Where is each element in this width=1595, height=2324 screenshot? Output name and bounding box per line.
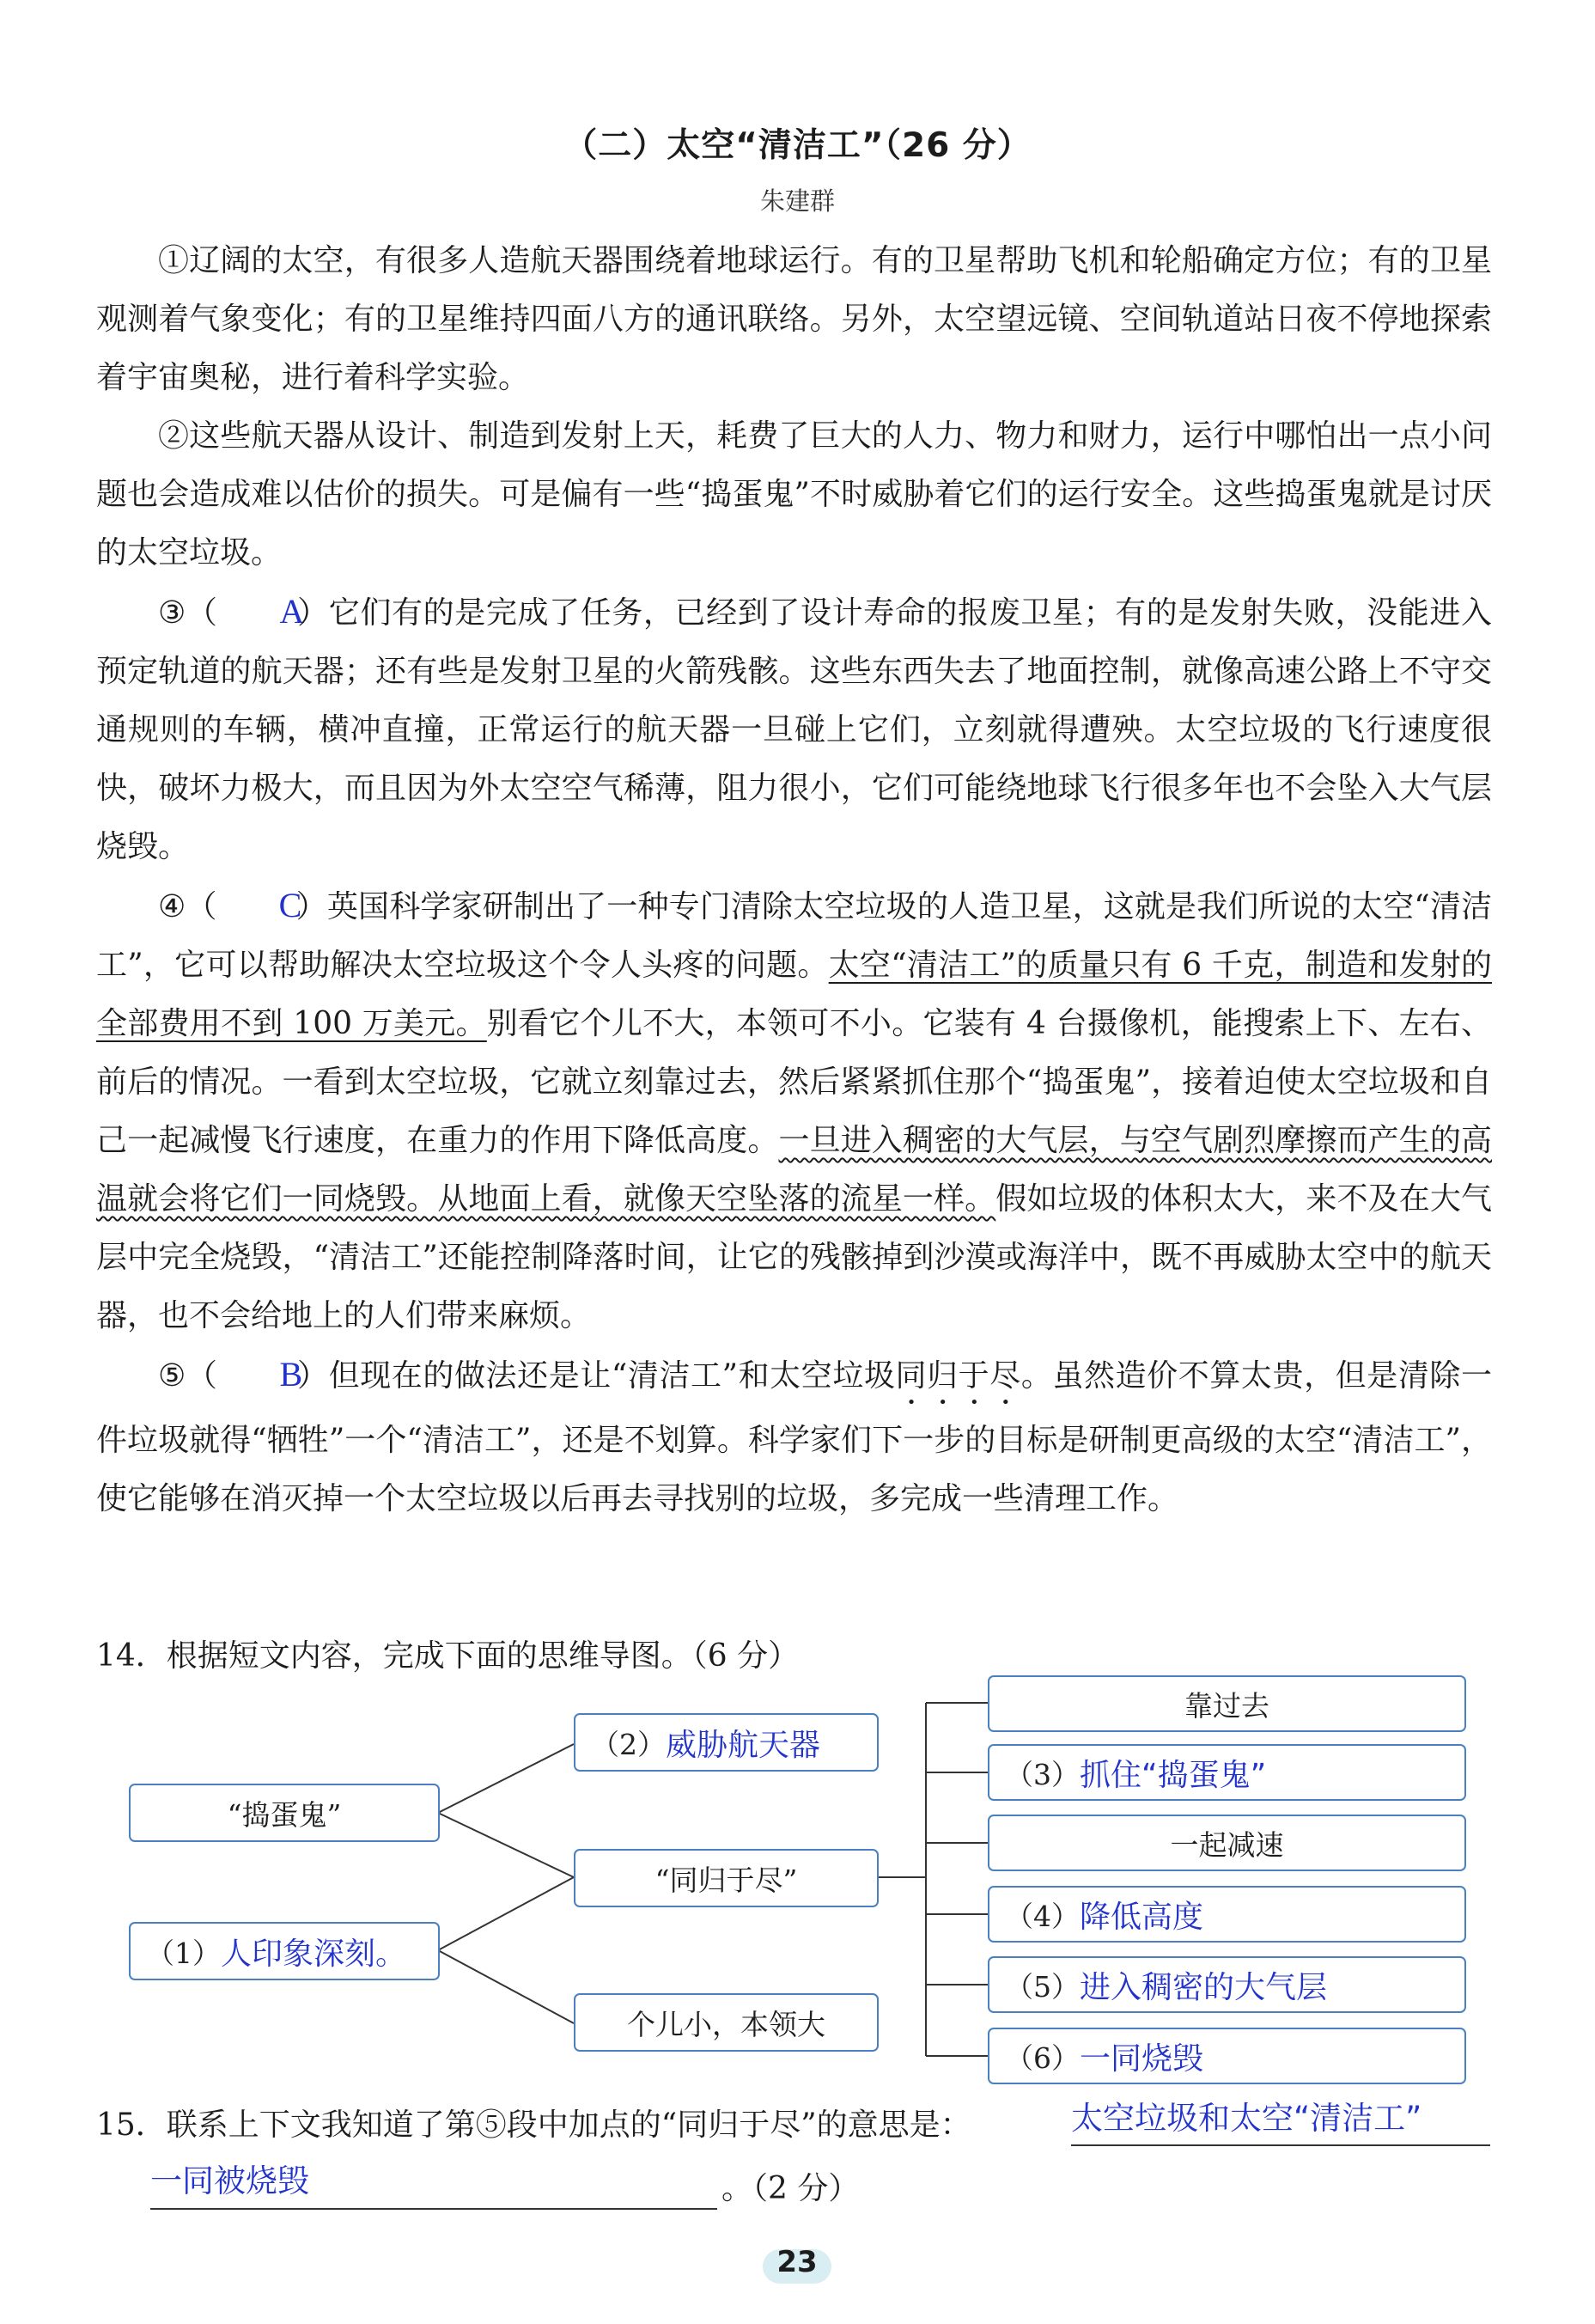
paragraph-4-text-c: 假如垃圾的体积太大，来不及在大气层中完全烧毁，“清洁工”还能控制降落时间，让它的残骸掉到沙漠或海洋中，既不再威胁太空中的航天器，也不会给地上的人们带来麻烦。 bbox=[96, 1181, 1492, 1333]
mid-2-label: “同归于尽” bbox=[654, 1863, 798, 1897]
right-1-label: 靠过去 bbox=[1184, 1688, 1269, 1723]
mind-map-enter-atmosphere[interactable] bbox=[988, 1956, 1466, 2013]
answer-4: C bbox=[278, 886, 302, 924]
mid-3-label: 个儿小，本领大 bbox=[627, 2007, 825, 2041]
root-2-number: （1） bbox=[146, 1936, 221, 1970]
right-2-number: （3） bbox=[1005, 1757, 1080, 1791]
question-15-answer-line-2[interactable]: 一同被烧毁 bbox=[150, 2155, 717, 2210]
question-15-answer-line-1[interactable]: 太空垃圾和太空“清洁工” bbox=[1071, 2093, 1490, 2146]
right-3-label: 一起减速 bbox=[1170, 1827, 1284, 1862]
dotted-phrase: 同归于尽 bbox=[895, 1358, 1021, 1394]
right-5-number: （5） bbox=[1005, 1969, 1080, 2004]
mind-map-lower-altitude[interactable] bbox=[988, 1886, 1466, 1943]
answer-3: A bbox=[279, 592, 305, 631]
question-15-prompt: 15．联系上下文我知道了第⑤段中加点的“同归于尽”的意思是： bbox=[96, 2107, 971, 2143]
paragraph-5-number: ⑤（ bbox=[158, 1358, 218, 1394]
author: 朱建群 bbox=[759, 186, 835, 216]
mid-1-number: （2） bbox=[591, 1727, 666, 1761]
paragraph-5-text-b: 。虽然造价不算太贵，但是清除一件垃圾就得“牺牲”一个“清洁工”，还是不划算。科学家们下一步的目标是研制更高级的太空“清洁工”，使它能够在消灭掉一个太空垃圾以后再去寻找别的垃圾，多完成一些清理工作。 bbox=[96, 1358, 1492, 1516]
mind-map-perish-together bbox=[574, 1849, 879, 1907]
answer-5: B bbox=[279, 1355, 303, 1394]
right-6-answer: 一同烧毁 bbox=[1080, 2040, 1204, 2077]
question-15-score: 。（2 分） bbox=[721, 2171, 860, 2206]
paragraph-2: ②这些航天器从设计、制造到发射上天，耗费了巨大的人力、物力和财力，运行中哪怕出一点小问题也会造成难以估价的损失。可是偏有一些“捣蛋鬼”不时威胁着它们的运行安全。这些捣蛋鬼就是讨厌的太空垃圾。 bbox=[96, 418, 1492, 570]
mind-map-root-troublemaker bbox=[129, 1784, 440, 1842]
underlined-sentence: 太空“清洁工”的质量只有 6 千克，制造和发射的全部费用不到 100 万美元。 bbox=[96, 948, 1493, 1041]
paragraph-5-text-a: ）但现在的做法还是让“清洁工”和太空垃圾 bbox=[296, 1358, 896, 1394]
paragraph-3-text: ）它们有的是完成了任务，已经到了设计寿命的报废卫星；有的是发射失败，没能进入预定轨道的航天器；还有些是发射卫星的火箭残骸。这些东西失去了地面控制，就像高速公路上不守交通规则的车辆，横冲直撞，正常运行的航天器一旦碰上它们，立刻就得遭殃。太空垃圾的飞行速度很快，破坏力极大，而且因为外太空空气稀薄，阻力很小，它们可能绕地球飞行很多年也不会坠入大气层烧毁。 bbox=[96, 595, 1492, 864]
mind-map-approach bbox=[988, 1675, 1466, 1732]
right-4-number: （4） bbox=[1005, 1899, 1080, 1933]
mind-map-threat[interactable] bbox=[574, 1713, 879, 1772]
section-title: （二）太空“清洁工”（26 分） bbox=[563, 126, 1032, 165]
paragraph-4-text-a: ）英国科学家研制出了一种专门清除太空垃圾的人造卫星，这就是我们所说的太空“清洁工”，它可以帮助解决太空垃圾这个令人头疼的问题。 bbox=[96, 889, 1493, 983]
wavy-underlined-sentence: 一旦进入稠密的大气层，与空气剧烈摩擦而产生的高温就会将它们一同烧毁。从地面上看，就像天空坠落的流星一样。 bbox=[96, 1123, 1492, 1217]
mind-map-burn-together[interactable] bbox=[988, 2028, 1466, 2084]
root-2-answer: 人印象深刻。 bbox=[221, 1936, 407, 1972]
mind-map-grab[interactable] bbox=[988, 1744, 1466, 1801]
right-6-number: （6） bbox=[1005, 2040, 1080, 2075]
mind-map-slow-down bbox=[988, 1815, 1466, 1871]
mind-map-small-but-capable bbox=[574, 1993, 879, 2052]
right-4-answer: 降低高度 bbox=[1080, 1899, 1204, 1935]
mid-1-answer: 威胁航天器 bbox=[666, 1727, 821, 1763]
root-1-label: “捣蛋鬼” bbox=[227, 1797, 342, 1832]
paragraph-3-number: ③（ bbox=[158, 595, 218, 631]
paragraph-4-number: ④（ bbox=[158, 889, 217, 924]
paragraph-4-text-b: 别看它个儿不大，本领可不小。它装有 4 台摄像机，能搜索上下、左右、前后的情况。一看到太空垃圾，它就立刻靠过去，然后紧紧抓住那个“捣蛋鬼”，接着迫使太空垃圾和自己一起减慢飞行速度，在重力的作用下降低高度。 bbox=[96, 1006, 1492, 1158]
mind-map-root-impression[interactable] bbox=[129, 1922, 440, 1980]
paragraph-1: ①辽阔的太空，有很多人造航天器围绕着地球运行。有的卫星帮助飞机和轮船确定方位；有的卫星观测着气象变化；有的卫星维持四面八方的通讯联络。另外，太空望远镜、空间轨道站日夜不停地探索着宇宙奥秘，进行着科学实验。 bbox=[96, 243, 1492, 395]
right-5-answer: 进入稠密的大气层 bbox=[1080, 1969, 1328, 2005]
page-number: 23 bbox=[776, 2245, 818, 2279]
right-2-answer: 抓住“捣蛋鬼” bbox=[1080, 1757, 1267, 1793]
question-14-prompt: 14．根据短文内容，完成下面的思维导图。（6 分） bbox=[96, 1638, 800, 1674]
